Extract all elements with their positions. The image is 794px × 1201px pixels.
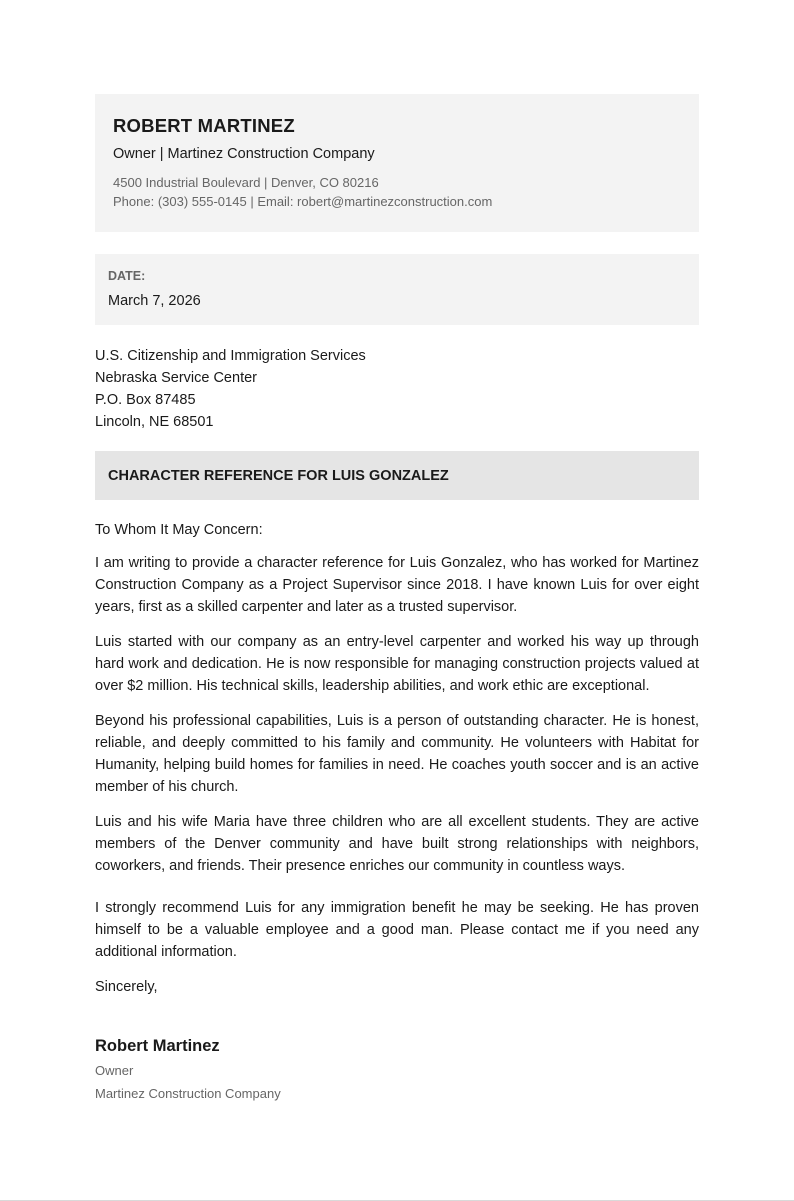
date-label: DATE:: [108, 269, 146, 283]
subject-text: CHARACTER REFERENCE FOR LUIS GONZALEZ: [108, 468, 449, 484]
signature-title: Owner: [95, 1063, 134, 1078]
body-paragraph: Luis started with our company as an entry-level carpenter and worked his way up through hard work and dedication. He is now responsible for managing construction projects valued at over $2 million. His technical skills, leadership abilities, and work ethic are exceptional.: [95, 634, 699, 694]
sender-title: Owner | Martinez Construction Company: [113, 146, 375, 162]
body-paragraph: Beyond his professional capabilities, Luis is a person of outstanding character. He is honest, reliable, and deeply committed to his family and community. He volunteers with Habitat for Humanity, helping build homes for families in need. He coaches youth soccer and is an active member of his church.: [95, 713, 699, 795]
closing: Sincerely,: [95, 979, 158, 995]
recipient-line: Nebraska Service Center: [95, 370, 257, 386]
subject-banner: [95, 451, 699, 500]
letter-page: [95, 94, 699, 1103]
signature-company: Martinez Construction Company: [95, 1086, 281, 1101]
recipient-line: P.O. Box 87485: [95, 392, 196, 408]
sender-contact: Phone: (303) 555-0145 | Email: robert@martinezconstruction.com: [113, 194, 493, 209]
sender-address: 4500 Industrial Boulevard | Denver, CO 80216: [113, 175, 379, 190]
sender-header: [95, 94, 699, 232]
body-paragraph: Luis and his wife Maria have three children who are all excellent students. They are active members of the Denver community and have built strong relationships with neighbors, coworkers, and friends. Their presence enriches our community in countless ways.: [95, 814, 699, 874]
recipient-address: [95, 345, 699, 433]
salutation: To Whom It May Concern:: [95, 522, 263, 538]
body-paragraph: I am writing to provide a character reference for Luis Gonzalez, who has worked for Martinez Construction Company as a Project Supervisor since 2018. I have known Luis for over eight years, first as a skilled carpenter and later as a trusted supervisor.: [95, 555, 699, 615]
date-block: [95, 254, 699, 325]
date-value: March 7, 2026: [108, 293, 201, 309]
body-paragraph: I strongly recommend Luis for any immigration benefit he may be seeking. He has proven himself to be a valuable employee and a good man. Please contact me if you need any additional information.: [95, 900, 699, 960]
signature-name: Robert Martinez: [95, 1037, 220, 1055]
recipient-line: Lincoln, NE 68501: [95, 414, 214, 430]
sender-name: ROBERT MARTINEZ: [113, 115, 295, 136]
recipient-line: U.S. Citizenship and Immigration Services: [95, 348, 366, 364]
